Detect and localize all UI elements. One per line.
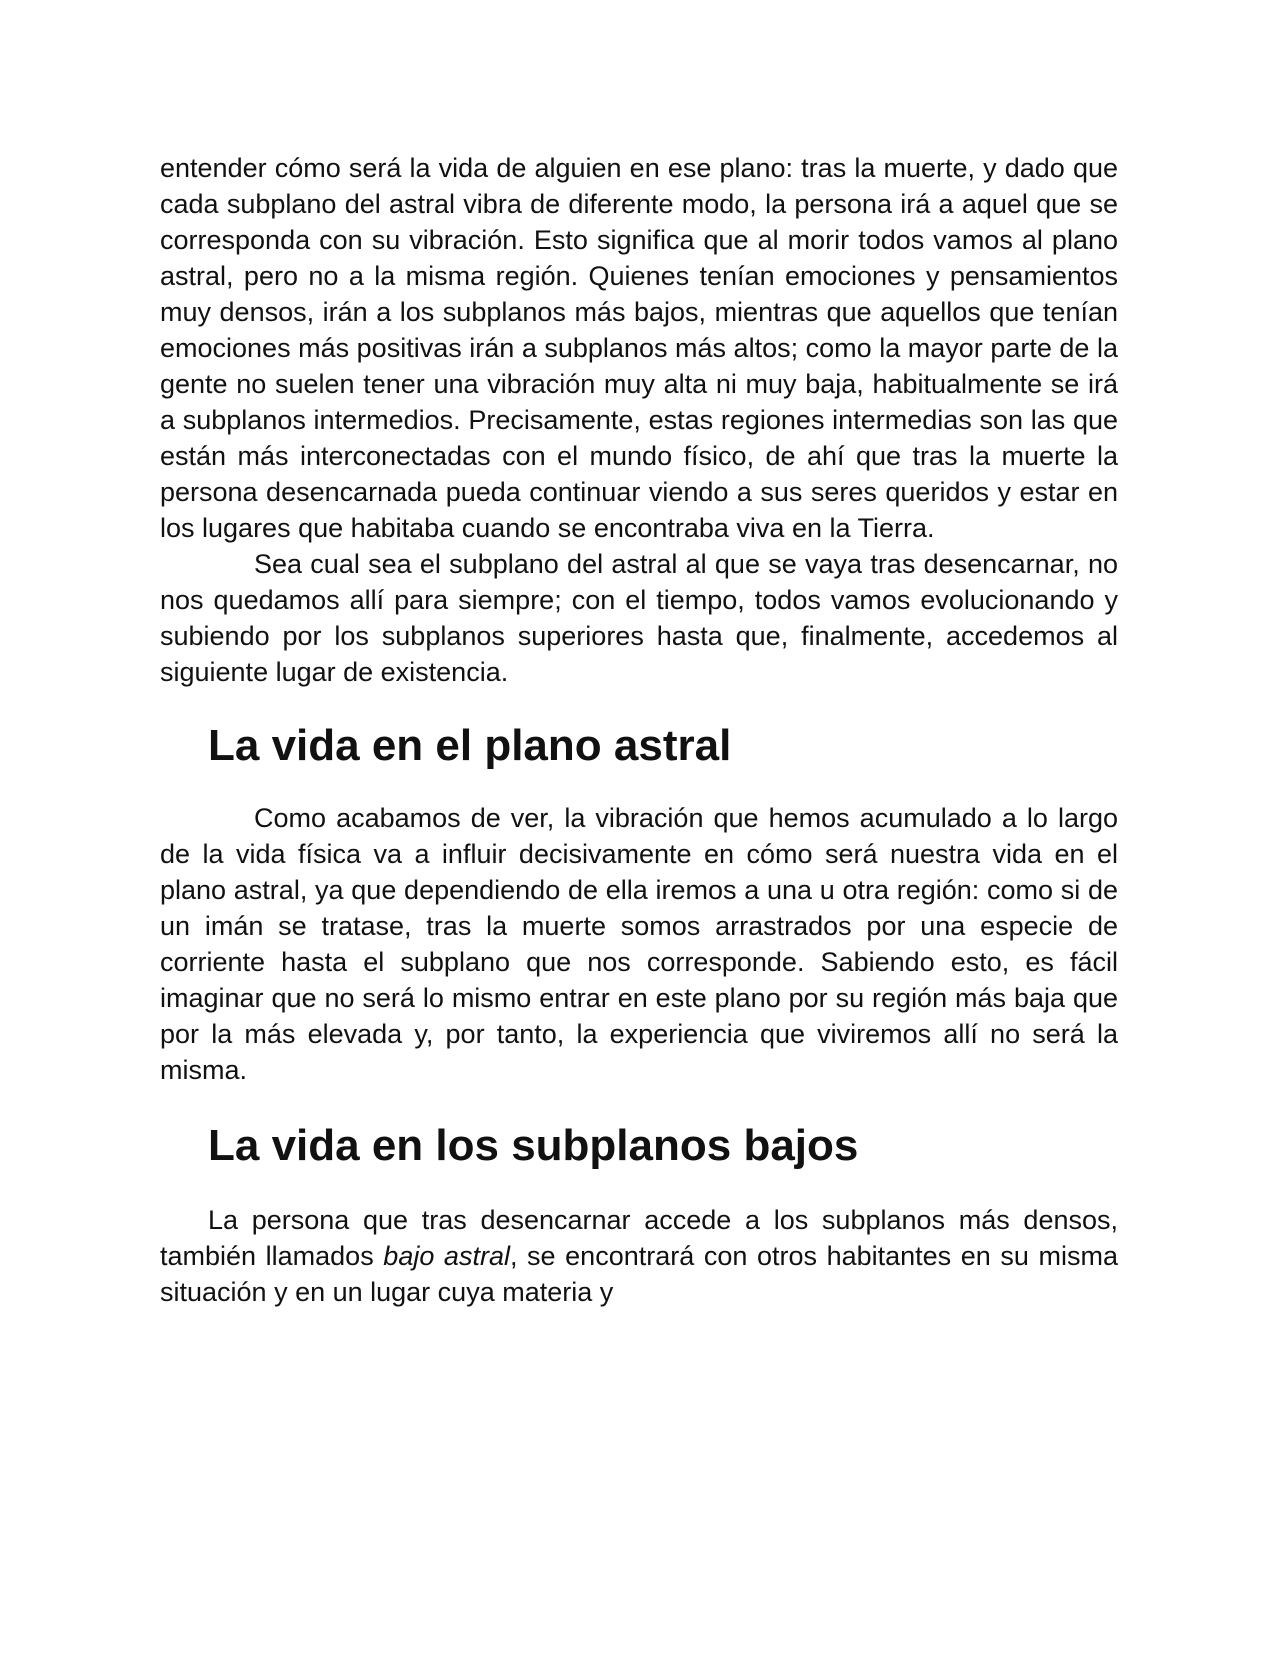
paragraph-4-start: La persona que tras desencarnar accede a los subplanos más densos, también llamados: [160, 1205, 1118, 1271]
paragraph-4-end: , se encontrará con otros habitantes en su misma situación y en un lugar cuya materia y: [160, 1241, 1118, 1307]
paragraph-3: Como acabamos de ver, la vibración que hemos acumulado a lo largo de la vida física va a influir decisivamente en cómo será nuestra vida en el plano astral, ya que dependiendo de ella iremos a una u otra región: como si de un imán se tratase, tras la muerte somos arrastrados por una especie de corriente hasta el subplano que nos corresponde. Sabiendo esto, es fácil imaginar que no será lo mismo entrar en este plano por su región más baja que por la más elevada y, por tanto, la experiencia que viviremos allí no será la misma.: [160, 803, 1118, 1085]
document-page: [160, 150, 1118, 1310]
paragraph-2: Sea cual sea el subplano del astral al que se vaya tras desencarnar, no nos quedamos allí para siempre; con el tiempo, todos vamos evolucionando y subiendo por los subplanos superiores hasta que, finalmente, accedemos al siguiente lugar de existencia.: [160, 549, 1118, 687]
paragraph-4: [160, 1202, 1118, 1310]
paragraph-1: entender cómo será la vida de alguien en ese plano: tras la muerte, y dado que cada subplano del astral vibra de diferente modo, la persona irá a aquel que se corresponda con su vibración. Esto significa que al morir todos vamos al plano astral, pero no a la misma región. Quienes tenían emociones y pensamientos muy densos, irán a los subplanos más bajos, mientras que aquellos que tenían emociones más positivas irán a subplanos más altos; como la mayor parte de la gente no suelen tener una vibración muy alta ni muy baja, habitualmente se irá a subplanos intermedios. Precisamente, estas regiones intermedias son las que están más interconectadas con el mundo físico, de ahí que tras la muerte la persona desencarnada pueda continuar viendo a sus seres queridos y estar en los lugares que habitaba cuando se encontraba viva en la Tierra.: [160, 153, 1118, 543]
heading-vida-plano-astral: La vida en el plano astral: [208, 721, 732, 770]
heading-vida-subplanos-bajos: La vida en los subplanos bajos: [208, 1121, 859, 1170]
italic-term-bajo-astral: bajo astral: [383, 1241, 510, 1271]
